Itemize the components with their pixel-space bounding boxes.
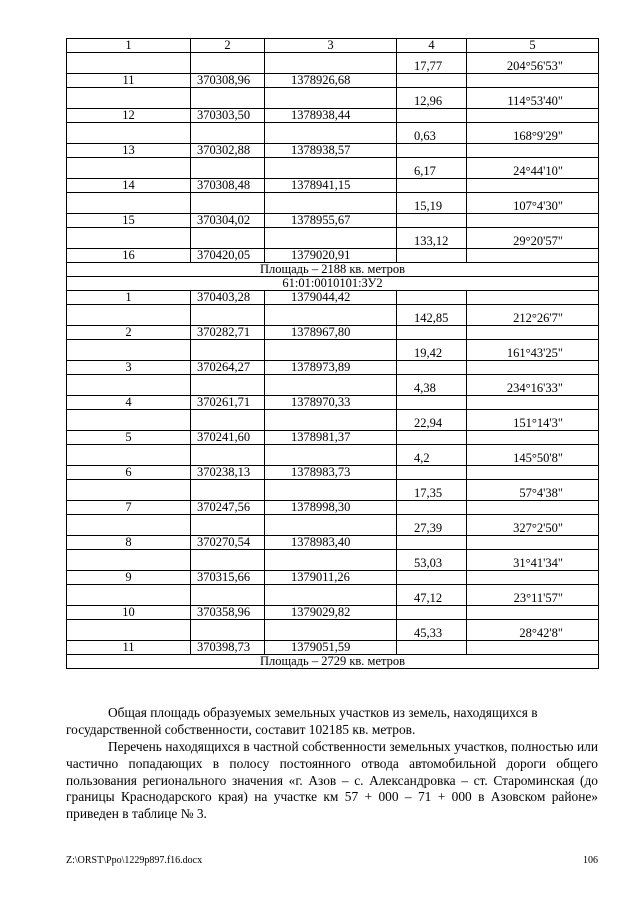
segment-direction-angle: 24°44'10": [467, 158, 599, 179]
segment-row: [67, 620, 599, 641]
empty-cell: [191, 410, 265, 431]
empty-cell: [467, 249, 599, 263]
empty-cell: [467, 641, 599, 655]
point-number: 2: [67, 326, 191, 340]
segment-row: [67, 123, 599, 144]
footer-page-number: 106: [583, 855, 598, 866]
point-number: 9: [67, 571, 191, 585]
private-plots-paragraph: Перечень находящихся в частной собственности земельных участков, полностью или частично попадающих в полосу постоянного отвода автомобильной дороги общего пользования регионального значения «г. Азов – с. Александровка – ст. Староминская (до границы Краснодарского края) на участке км 57 + 000 – 71 + 000 в Азовском районе» приведен в таблице № 3.: [66, 739, 598, 822]
segment-direction-angle: 234°16'33": [467, 375, 599, 396]
segment-length: 15,19: [397, 193, 467, 214]
point-number: 14: [67, 179, 191, 193]
point-row: [67, 291, 599, 305]
segment-row: [67, 193, 599, 214]
empty-cell: [191, 158, 265, 179]
segment-direction-angle: 31°41'34": [467, 550, 599, 571]
coordinate-x: 370302,88: [191, 144, 265, 158]
point-number: 11: [67, 641, 191, 655]
segment-row: [67, 515, 599, 536]
empty-cell: [191, 340, 265, 361]
empty-cell: [265, 193, 397, 214]
segment-direction-angle: 28°42'8": [467, 620, 599, 641]
segment-row: [67, 228, 599, 249]
empty-cell: [265, 515, 397, 536]
empty-cell: [467, 466, 599, 480]
point-number: 8: [67, 536, 191, 550]
segment-row: [67, 410, 599, 431]
empty-cell: [191, 515, 265, 536]
area-row: [67, 263, 599, 277]
empty-cell: [265, 620, 397, 641]
coordinate-x: 370420,05: [191, 249, 265, 263]
empty-cell: [191, 585, 265, 606]
empty-cell: [67, 585, 191, 606]
column-header: 5: [467, 39, 599, 53]
empty-cell: [191, 305, 265, 326]
segment-row: [67, 375, 599, 396]
empty-cell: [467, 606, 599, 620]
segment-length: 12,96: [397, 88, 467, 109]
empty-cell: [397, 326, 467, 340]
segment-length: 0,63: [397, 123, 467, 144]
segment-direction-angle: 212°26'7": [467, 305, 599, 326]
segment-row: [67, 53, 599, 74]
coordinate-y: 1379020,91: [265, 249, 397, 263]
segment-row: [67, 550, 599, 571]
empty-cell: [397, 109, 467, 123]
empty-cell: [397, 606, 467, 620]
coordinate-x: 370303,50: [191, 109, 265, 123]
segment-length: 27,39: [397, 515, 467, 536]
empty-cell: [191, 375, 265, 396]
segment-row: [67, 445, 599, 466]
coordinate-x: 370270,54: [191, 536, 265, 550]
segment-row: [67, 340, 599, 361]
point-number: 11: [67, 74, 191, 88]
coordinate-x: 370264,27: [191, 361, 265, 375]
point-row: [67, 466, 599, 480]
coordinate-x: 370247,56: [191, 501, 265, 515]
empty-cell: [265, 158, 397, 179]
point-number: 1: [67, 291, 191, 305]
empty-cell: [191, 123, 265, 144]
empty-cell: [467, 536, 599, 550]
empty-cell: [397, 74, 467, 88]
segment-row: [67, 585, 599, 606]
coordinate-y: 1378998,30: [265, 501, 397, 515]
point-row: [67, 249, 599, 263]
point-number: 5: [67, 431, 191, 445]
coordinate-x: 370241,60: [191, 431, 265, 445]
empty-cell: [191, 620, 265, 641]
coordinate-x: 370308,48: [191, 179, 265, 193]
empty-cell: [67, 228, 191, 249]
empty-cell: [67, 53, 191, 74]
point-number: 16: [67, 249, 191, 263]
segment-length: 19,42: [397, 340, 467, 361]
empty-cell: [191, 53, 265, 74]
empty-cell: [397, 466, 467, 480]
segment-row: [67, 305, 599, 326]
empty-cell: [67, 445, 191, 466]
segment-direction-angle: 161°43'25": [467, 340, 599, 361]
segment-direction-angle: 23°11'57": [467, 585, 599, 606]
empty-cell: [467, 326, 599, 340]
point-number: 3: [67, 361, 191, 375]
segment-direction-angle: 204°56'53": [467, 53, 599, 74]
empty-cell: [397, 249, 467, 263]
coordinate-y: 1378938,44: [265, 109, 397, 123]
point-row: [67, 571, 599, 585]
segment-direction-angle: 151°14'3": [467, 410, 599, 431]
segment-length: 4,38: [397, 375, 467, 396]
empty-cell: [67, 193, 191, 214]
point-row: [67, 361, 599, 375]
empty-cell: [67, 375, 191, 396]
section-cadastral-number: 61:01:0010101:ЗУ2: [67, 277, 599, 291]
empty-cell: [265, 410, 397, 431]
point-number: 13: [67, 144, 191, 158]
page-footer: [66, 855, 598, 866]
empty-cell: [467, 214, 599, 228]
empty-cell: [467, 361, 599, 375]
coordinate-y: 1379029,82: [265, 606, 397, 620]
empty-cell: [191, 480, 265, 501]
segment-length: 133,12: [397, 228, 467, 249]
column-header: 3: [265, 39, 397, 53]
empty-cell: [265, 375, 397, 396]
segment-direction-angle: 114°53'40": [467, 88, 599, 109]
coordinate-x: 370308,96: [191, 74, 265, 88]
empty-cell: [397, 571, 467, 585]
empty-cell: [265, 550, 397, 571]
empty-cell: [67, 123, 191, 144]
coordinate-x: 370403,28: [191, 291, 265, 305]
coordinate-x: 370238,13: [191, 466, 265, 480]
point-number: 7: [67, 501, 191, 515]
coordinate-x: 370315,66: [191, 571, 265, 585]
empty-cell: [265, 340, 397, 361]
segment-length: 6,17: [397, 158, 467, 179]
empty-cell: [467, 501, 599, 515]
segment-direction-angle: 327°2'50": [467, 515, 599, 536]
empty-cell: [467, 109, 599, 123]
empty-cell: [397, 431, 467, 445]
segment-direction-angle: 145°50'8": [467, 445, 599, 466]
coordinate-y: 1378941,15: [265, 179, 397, 193]
point-number: 15: [67, 214, 191, 228]
segment-length: 45,33: [397, 620, 467, 641]
coordinate-x: 370304,02: [191, 214, 265, 228]
empty-cell: [191, 445, 265, 466]
point-row: [67, 606, 599, 620]
point-row: [67, 641, 599, 655]
empty-cell: [265, 228, 397, 249]
coordinates-table: [66, 38, 599, 669]
coordinate-y: 1379044,42: [265, 291, 397, 305]
segment-length: 4,2: [397, 445, 467, 466]
empty-cell: [265, 88, 397, 109]
segment-row: [67, 158, 599, 179]
plot-area-total: Площадь – 2729 кв. метров: [67, 655, 599, 669]
empty-cell: [397, 179, 467, 193]
empty-cell: [265, 445, 397, 466]
segment-length: 53,03: [397, 550, 467, 571]
empty-cell: [397, 144, 467, 158]
area-row: [67, 655, 599, 669]
empty-cell: [265, 53, 397, 74]
point-row: [67, 431, 599, 445]
plot-area-total: Площадь – 2188 кв. метров: [67, 263, 599, 277]
empty-cell: [467, 431, 599, 445]
empty-cell: [265, 585, 397, 606]
coordinate-y: 1378926,68: [265, 74, 397, 88]
point-number: 4: [67, 396, 191, 410]
segment-row: [67, 480, 599, 501]
empty-cell: [467, 396, 599, 410]
segment-direction-angle: 168°9'29": [467, 123, 599, 144]
coordinate-x: 370358,96: [191, 606, 265, 620]
empty-cell: [397, 396, 467, 410]
empty-cell: [265, 480, 397, 501]
empty-cell: [191, 550, 265, 571]
column-header: 2: [191, 39, 265, 53]
segment-length: 17,77: [397, 53, 467, 74]
empty-cell: [467, 144, 599, 158]
empty-cell: [67, 158, 191, 179]
column-header: 1: [67, 39, 191, 53]
segment-length: 142,85: [397, 305, 467, 326]
empty-cell: [191, 193, 265, 214]
empty-cell: [191, 228, 265, 249]
coordinate-y: 1379011,26: [265, 571, 397, 585]
coordinate-y: 1378938,57: [265, 144, 397, 158]
empty-cell: [191, 88, 265, 109]
point-row: [67, 396, 599, 410]
point-number: 6: [67, 466, 191, 480]
empty-cell: [467, 74, 599, 88]
footer-file-path: Z:\ORST\Ppo\1229p897.f16.docx: [66, 855, 203, 866]
table-header-row: [67, 39, 599, 53]
empty-cell: [467, 291, 599, 305]
segment-direction-angle: 29°20'57": [467, 228, 599, 249]
empty-cell: [397, 501, 467, 515]
point-row: [67, 179, 599, 193]
empty-cell: [67, 410, 191, 431]
empty-cell: [397, 361, 467, 375]
empty-cell: [397, 641, 467, 655]
coordinate-y: 1378981,37: [265, 431, 397, 445]
empty-cell: [67, 515, 191, 536]
point-row: [67, 144, 599, 158]
point-row: [67, 74, 599, 88]
empty-cell: [397, 536, 467, 550]
empty-cell: [67, 480, 191, 501]
coordinate-y: 1378970,33: [265, 396, 397, 410]
coordinate-x: 370261,71: [191, 396, 265, 410]
empty-cell: [67, 620, 191, 641]
coordinate-y: 1378983,73: [265, 466, 397, 480]
coordinates-table-body: [67, 39, 599, 669]
empty-cell: [265, 305, 397, 326]
empty-cell: [397, 291, 467, 305]
column-header: 4: [397, 39, 467, 53]
coordinate-y: 1378967,80: [265, 326, 397, 340]
empty-cell: [467, 571, 599, 585]
empty-cell: [67, 305, 191, 326]
coordinate-y: 1378955,67: [265, 214, 397, 228]
point-number: 10: [67, 606, 191, 620]
point-row: [67, 214, 599, 228]
segment-length: 22,94: [397, 410, 467, 431]
section-title-row: [67, 277, 599, 291]
empty-cell: [67, 340, 191, 361]
segment-direction-angle: 57°4'38": [467, 480, 599, 501]
empty-cell: [67, 550, 191, 571]
segment-row: [67, 88, 599, 109]
empty-cell: [467, 179, 599, 193]
empty-cell: [265, 123, 397, 144]
point-row: [67, 109, 599, 123]
coordinate-y: 1378973,89: [265, 361, 397, 375]
point-row: [67, 326, 599, 340]
segment-direction-angle: 107°4'30": [467, 193, 599, 214]
coordinate-x: 370282,71: [191, 326, 265, 340]
coordinate-y: 1378983,40: [265, 536, 397, 550]
coordinate-x: 370398,73: [191, 641, 265, 655]
empty-cell: [397, 214, 467, 228]
total-area-paragraph: Общая площадь образуемых земельных участков из земель, находящихся в государственной собственности, составит 102185 кв. метров.: [66, 705, 538, 737]
point-number: 12: [67, 109, 191, 123]
segment-length: 17,35: [397, 480, 467, 501]
segment-length: 47,12: [397, 585, 467, 606]
coordinate-y: 1379051,59: [265, 641, 397, 655]
point-row: [67, 501, 599, 515]
empty-cell: [67, 88, 191, 109]
point-row: [67, 536, 599, 550]
